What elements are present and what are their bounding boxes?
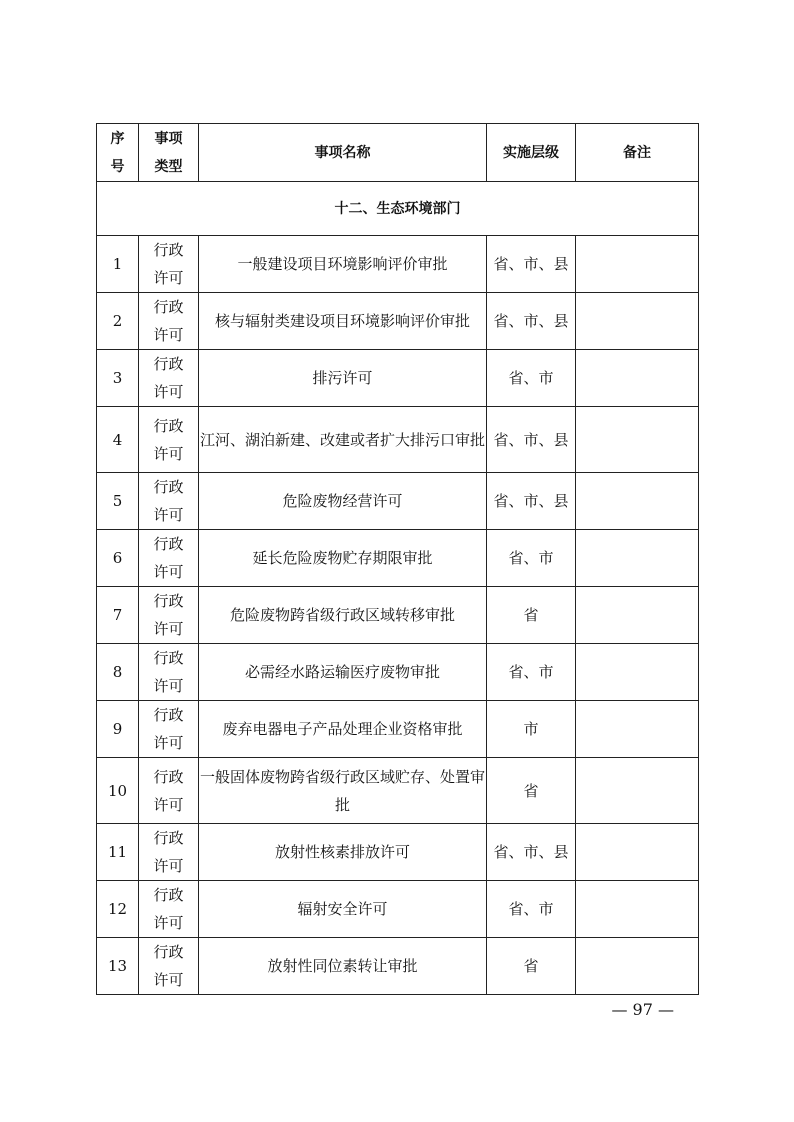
row-type: 行政许可 [139, 350, 199, 407]
row-name: 一般建设项目环境影响评价审批 [199, 236, 487, 293]
row-type: 行政许可 [139, 881, 199, 938]
table-row [97, 293, 699, 350]
row-level: 省 [487, 758, 576, 824]
row-number: 10 [97, 758, 139, 824]
row-name: 必需经水路运输医疗废物审批 [199, 644, 487, 701]
row-note [576, 473, 699, 530]
table-row [97, 644, 699, 701]
table-row [97, 473, 699, 530]
row-level: 省、市、县 [487, 293, 576, 350]
row-number: 7 [97, 587, 139, 644]
row-level: 市 [487, 701, 576, 758]
row-level: 省、市、县 [487, 473, 576, 530]
row-number: 6 [97, 530, 139, 587]
row-note [576, 701, 699, 758]
row-note [576, 644, 699, 701]
section-row [97, 182, 699, 236]
header-row [97, 124, 699, 182]
row-note [576, 938, 699, 995]
row-number: 9 [97, 701, 139, 758]
header-level: 实施层级 [487, 124, 576, 182]
row-name: 废弃电器电子产品处理企业资格审批 [199, 701, 487, 758]
row-number: 3 [97, 350, 139, 407]
items-table [96, 123, 699, 995]
row-level: 省、市 [487, 350, 576, 407]
table-row [97, 758, 699, 824]
row-type: 行政许可 [139, 587, 199, 644]
header-seq: 序号 [97, 124, 139, 182]
table-row [97, 350, 699, 407]
row-note [576, 236, 699, 293]
row-number: 4 [97, 407, 139, 473]
table-row [97, 530, 699, 587]
row-name: 放射性同位素转让审批 [199, 938, 487, 995]
row-level: 省、市 [487, 881, 576, 938]
row-name: 延长危险废物贮存期限审批 [199, 530, 487, 587]
table-row [97, 824, 699, 881]
row-number: 1 [97, 236, 139, 293]
row-type: 行政许可 [139, 701, 199, 758]
table-row [97, 701, 699, 758]
row-number: 11 [97, 824, 139, 881]
row-level: 省、市 [487, 644, 576, 701]
row-type: 行政许可 [139, 407, 199, 473]
row-name: 放射性核素排放许可 [199, 824, 487, 881]
row-type: 行政许可 [139, 758, 199, 824]
row-note [576, 407, 699, 473]
row-name: 江河、湖泊新建、改建或者扩大排污口审批 [199, 407, 487, 473]
row-level: 省、市、县 [487, 824, 576, 881]
row-level: 省 [487, 938, 576, 995]
row-name: 排污许可 [199, 350, 487, 407]
row-type: 行政许可 [139, 473, 199, 530]
row-number: 13 [97, 938, 139, 995]
row-type: 行政许可 [139, 824, 199, 881]
table-row [97, 938, 699, 995]
row-name: 辐射安全许可 [199, 881, 487, 938]
row-type: 行政许可 [139, 293, 199, 350]
row-type: 行政许可 [139, 236, 199, 293]
row-note [576, 350, 699, 407]
table-row [97, 236, 699, 293]
row-name: 危险废物经营许可 [199, 473, 487, 530]
row-name: 核与辐射类建设项目环境影响评价审批 [199, 293, 487, 350]
row-number: 2 [97, 293, 139, 350]
section-title: 十二、生态环境部门 [97, 182, 699, 236]
row-level: 省、市、县 [487, 407, 576, 473]
row-number: 5 [97, 473, 139, 530]
page-number: — 97 — [611, 1000, 674, 1019]
row-note [576, 824, 699, 881]
table-row [97, 587, 699, 644]
row-name: 一般固体废物跨省级行政区域贮存、处置审批 [199, 758, 487, 824]
row-note [576, 758, 699, 824]
header-note: 备注 [576, 124, 699, 182]
header-type: 事项类型 [139, 124, 199, 182]
table-row [97, 881, 699, 938]
row-level: 省、市 [487, 530, 576, 587]
row-level: 省 [487, 587, 576, 644]
header-name: 事项名称 [199, 124, 487, 182]
table-row [97, 407, 699, 473]
row-note [576, 587, 699, 644]
row-note [576, 293, 699, 350]
row-type: 行政许可 [139, 938, 199, 995]
row-note [576, 530, 699, 587]
row-number: 8 [97, 644, 139, 701]
row-name: 危险废物跨省级行政区域转移审批 [199, 587, 487, 644]
row-type: 行政许可 [139, 644, 199, 701]
row-type: 行政许可 [139, 530, 199, 587]
row-note [576, 881, 699, 938]
row-number: 12 [97, 881, 139, 938]
row-level: 省、市、县 [487, 236, 576, 293]
